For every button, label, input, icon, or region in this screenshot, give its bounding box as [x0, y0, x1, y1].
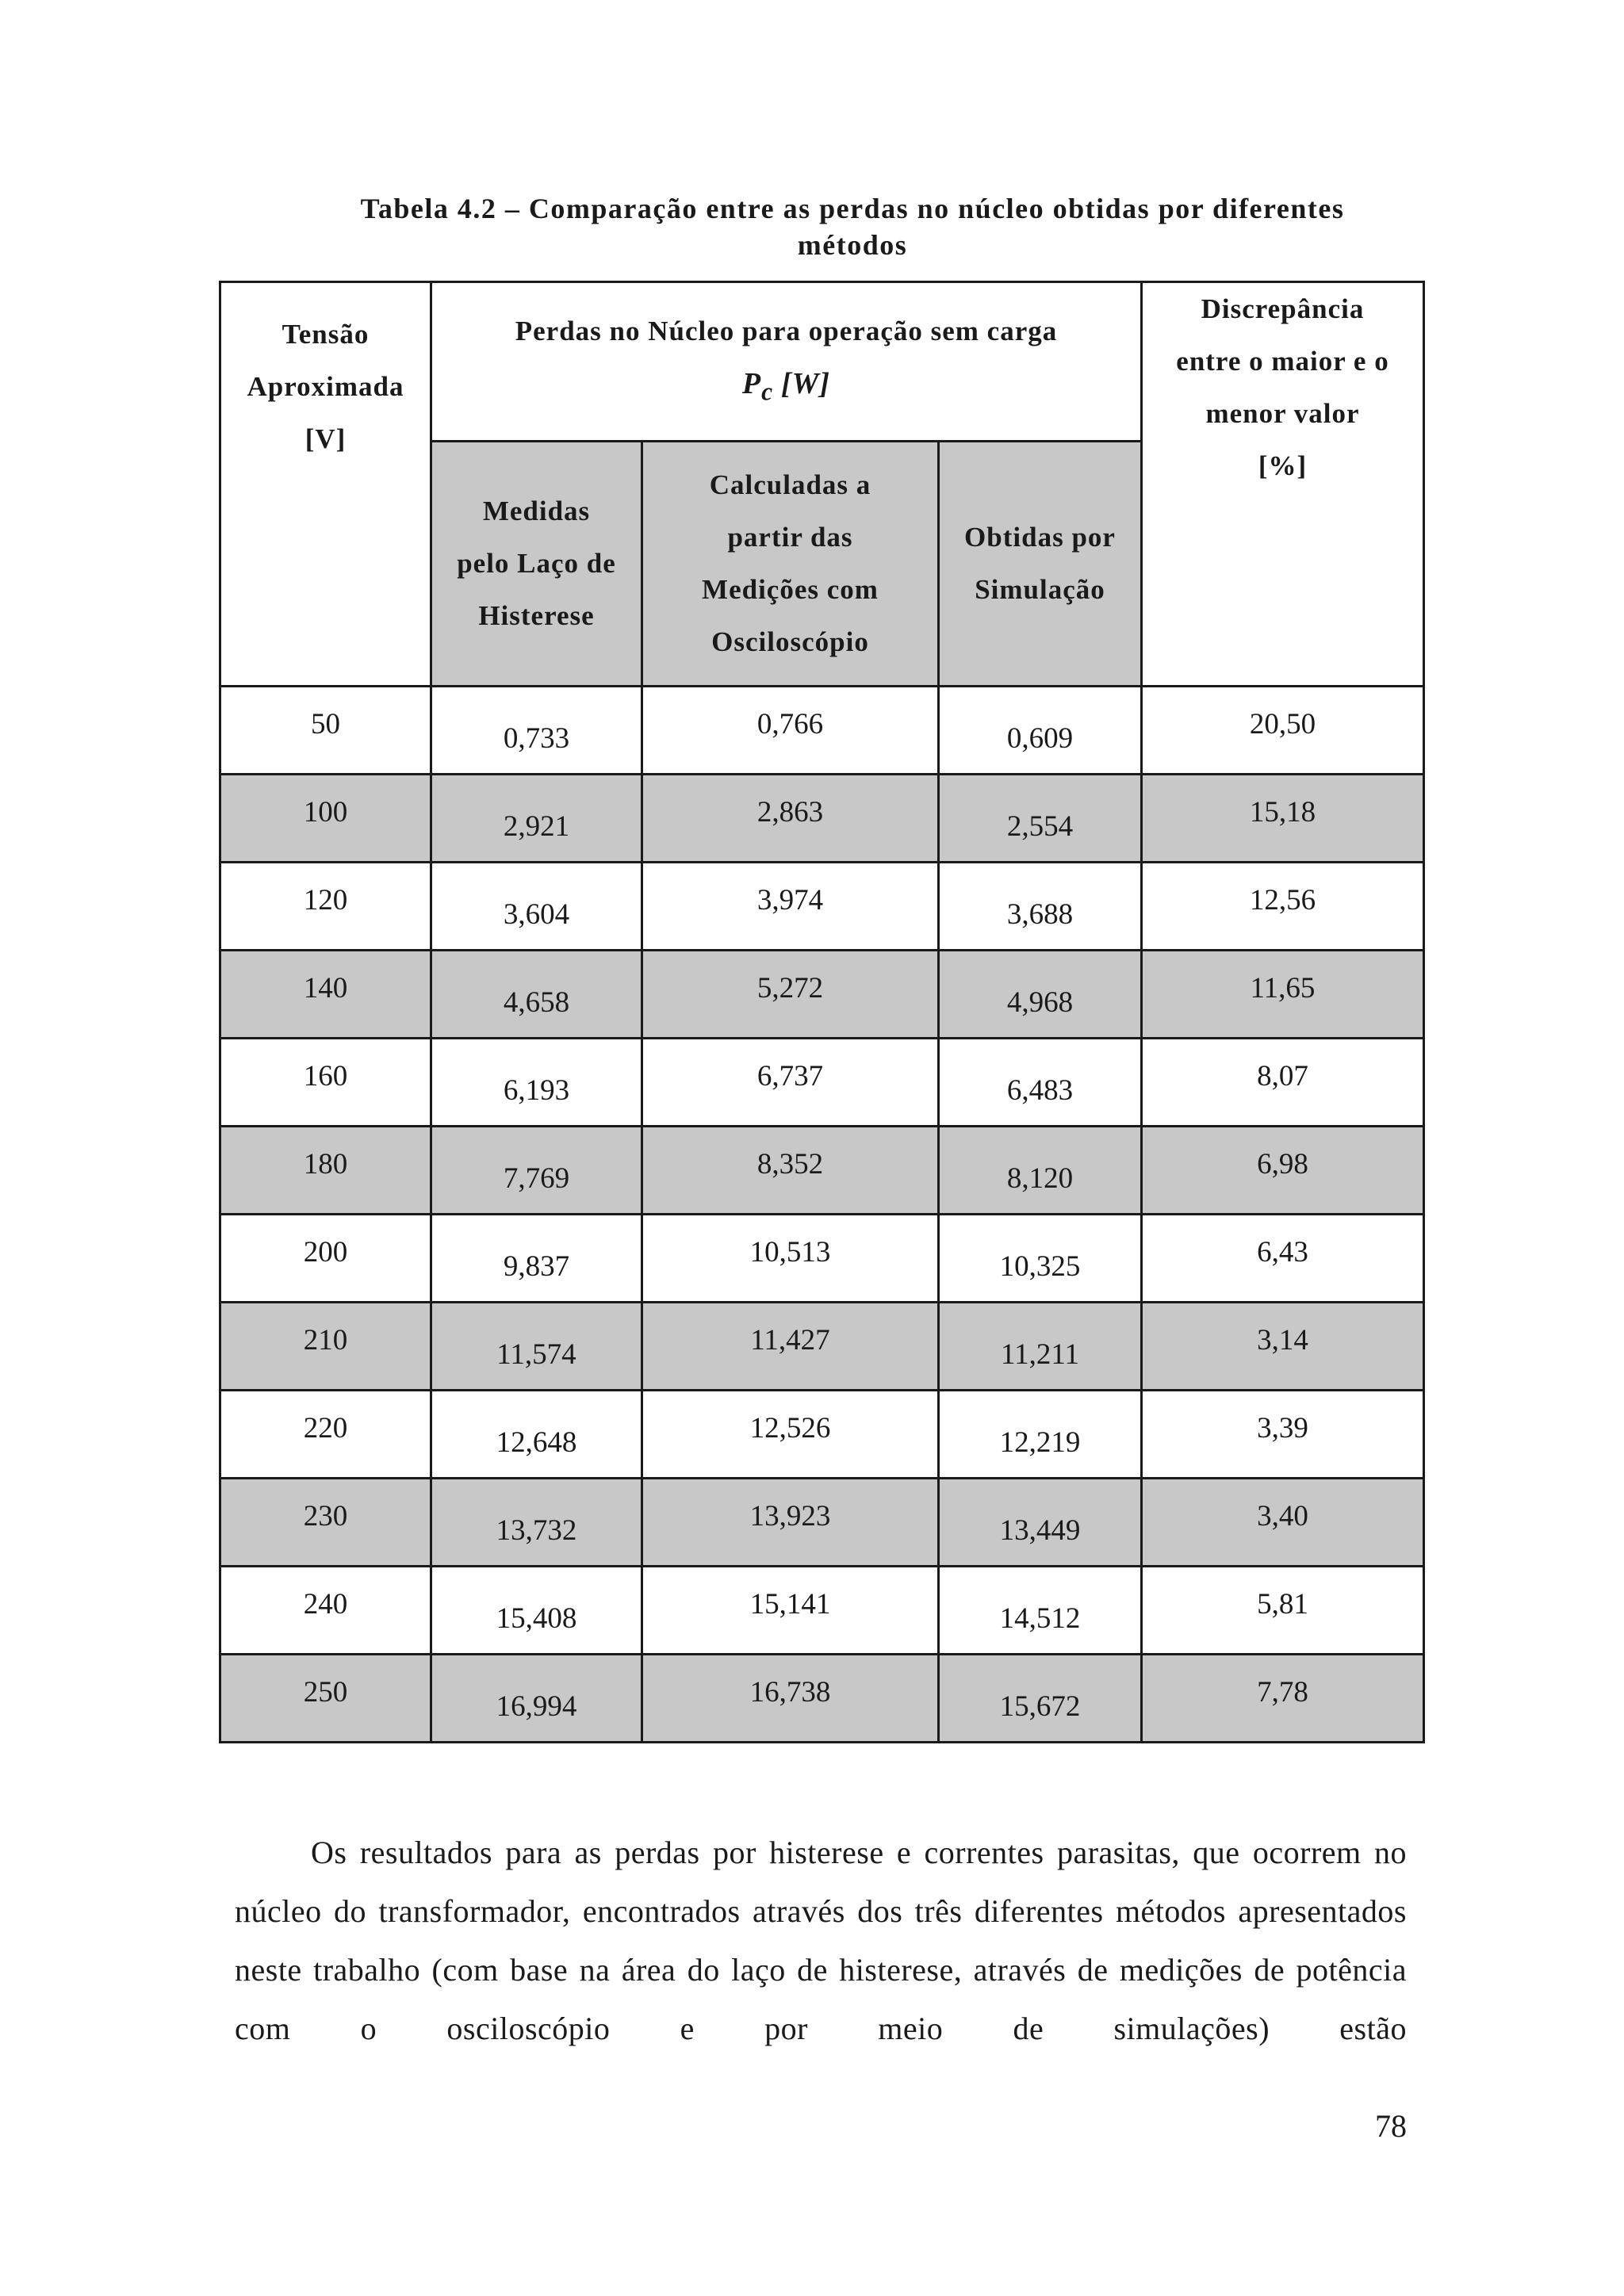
table-cell: [939, 1303, 1142, 1391]
table-cell: [939, 775, 1142, 863]
header-line: Osciloscópio: [711, 626, 869, 657]
table-cell-value: 0,609: [1006, 721, 1074, 755]
table-cell: [642, 687, 939, 775]
table-cell-value: 200: [303, 1235, 348, 1269]
table-cell-value: 12,56: [1249, 883, 1316, 916]
table-cell: [1142, 1567, 1424, 1655]
header-voltage-line: Tensão: [282, 319, 370, 350]
table-row: [220, 1391, 1424, 1479]
table-cell-value: 15,141: [749, 1587, 831, 1621]
table-cell-value: 15,672: [999, 1689, 1081, 1723]
table-cell-value: 3,974: [756, 883, 824, 916]
table-row: [220, 1655, 1424, 1743]
table-cell: [1142, 1215, 1424, 1303]
header-discrepancy-line: menor valor: [1205, 398, 1360, 429]
table-cell-value: 9,837: [503, 1249, 570, 1283]
table-cell: [1142, 775, 1424, 863]
table-body: [220, 687, 1424, 1743]
table-cell: [220, 1655, 431, 1743]
table-cell: [939, 1567, 1142, 1655]
table-cell-value: 10,513: [749, 1235, 831, 1269]
table-cell: [939, 1655, 1142, 1743]
table-cell: [1142, 1303, 1424, 1391]
table-cell: [939, 1479, 1142, 1567]
header-core-losses: [431, 282, 1142, 442]
table-cell: [431, 951, 642, 1039]
table-cell: [1142, 1479, 1424, 1567]
table-cell-value: 6,193: [503, 1073, 570, 1107]
table-cell: [431, 1303, 642, 1391]
table-cell: [1142, 863, 1424, 951]
table-cell-value: 6,483: [1006, 1073, 1074, 1107]
header-voltage-line: Aproximada: [247, 371, 404, 402]
table-cell-value: 7,78: [1257, 1675, 1308, 1709]
table-caption: [301, 190, 1404, 263]
table-cell-value: 8,352: [756, 1147, 824, 1181]
table-cell-value: 10,325: [999, 1249, 1081, 1283]
table-cell-value: 4,658: [503, 985, 570, 1019]
table-cell-value: 11,211: [1000, 1337, 1079, 1371]
table-cell-value: 16,738: [749, 1675, 831, 1709]
table-cell-value: 6,98: [1257, 1147, 1308, 1181]
table-cell-value: 11,427: [750, 1323, 830, 1357]
table-row: [220, 1215, 1424, 1303]
header-measured-hysteresis: [431, 442, 642, 687]
table-cell-value: 12,648: [496, 1425, 577, 1459]
table-cell: [220, 863, 431, 951]
table-cell-value: 3,39: [1257, 1411, 1308, 1445]
table-cell-value: 11,65: [1250, 971, 1316, 1004]
table-row: [220, 775, 1424, 863]
table-cell: [642, 1655, 939, 1743]
table-cell: [431, 687, 642, 775]
header-line: Obtidas por: [964, 522, 1116, 553]
table-row: [220, 1479, 1424, 1567]
table-cell: [220, 775, 431, 863]
table-cell-value: 0,733: [503, 721, 570, 755]
table-row: [220, 1567, 1424, 1655]
table-cell-value: 210: [303, 1323, 348, 1357]
table-cell: [939, 951, 1142, 1039]
table-cell: [220, 1567, 431, 1655]
table-cell-value: 5,81: [1257, 1587, 1308, 1621]
table-cell: [431, 1039, 642, 1127]
table-cell: [1142, 687, 1424, 775]
table-cell: [431, 1479, 642, 1567]
table-cell-value: 2,554: [1006, 809, 1074, 843]
table-cell-value: 20,50: [1249, 707, 1316, 740]
table-cell-value: 16,994: [496, 1689, 577, 1723]
table-cell-value: 3,40: [1257, 1499, 1308, 1533]
header-line: pelo Laço de: [457, 548, 616, 579]
table-cell-value: 4,968: [1006, 985, 1074, 1019]
table-cell: [1142, 1655, 1424, 1743]
table-cell-value: 15,408: [496, 1601, 577, 1635]
table-cell: [431, 775, 642, 863]
table-cell: [939, 687, 1142, 775]
table-cell-value: 12,526: [749, 1411, 831, 1445]
table-cell-value: 250: [303, 1675, 348, 1709]
table-cell-value: 6,43: [1257, 1235, 1308, 1269]
table-cell: [220, 1127, 431, 1215]
table-cell: [642, 863, 939, 951]
table-cell: [220, 1479, 431, 1567]
table-cell-value: 15,18: [1249, 795, 1316, 828]
header-discrepancy: [1142, 282, 1424, 687]
header-discrepancy-line: Discrepância: [1201, 293, 1365, 324]
table-cell: [642, 1567, 939, 1655]
symbol-unit: [W]: [780, 366, 831, 400]
table-cell: [431, 1655, 642, 1743]
table-cell-value: 2,863: [756, 795, 824, 828]
header-line: Simulação: [975, 574, 1105, 605]
table-cell-value: 13,449: [999, 1513, 1081, 1547]
header-core-losses-symbol: [432, 358, 1140, 419]
table-cell: [1142, 1039, 1424, 1127]
header-calculated-oscilloscope: [642, 442, 939, 687]
table-cell: [431, 1215, 642, 1303]
header-discrepancy-line: entre o maior e o: [1176, 346, 1389, 377]
table-cell: [1142, 1391, 1424, 1479]
table-cell-value: 240: [303, 1587, 348, 1621]
table-row: [220, 1039, 1424, 1127]
table-cell: [642, 1215, 939, 1303]
header-line: Medidas: [482, 496, 591, 526]
table-cell: [1142, 1127, 1424, 1215]
table-cell: [220, 1391, 431, 1479]
table-cell: [642, 775, 939, 863]
symbol-c: c: [761, 377, 774, 406]
header-line: Medições com: [702, 574, 879, 605]
table-cell-value: 3,604: [503, 897, 570, 931]
table-row: [220, 1303, 1424, 1391]
table-cell: [939, 1039, 1142, 1127]
table-row: [220, 951, 1424, 1039]
table-cell: [220, 687, 431, 775]
table-cell-value: 180: [303, 1147, 348, 1181]
table-cell-value: 160: [303, 1059, 348, 1093]
header-voltage: [220, 282, 431, 687]
table-cell: [642, 1127, 939, 1215]
table-cell: [939, 863, 1142, 951]
caption-line-2: métodos: [797, 229, 908, 261]
body-paragraph: [235, 1823, 1407, 2058]
table-cell-value: 220: [303, 1411, 348, 1445]
table-cell: [220, 1303, 431, 1391]
page-number: 78: [1375, 2108, 1407, 2144]
body-paragraph-text: Os resultados para as perdas por histerese e correntes parasitas, que ocorrem no núcleo do transformador, encontrados através dos três diferentes métodos apresentados neste trabalho (com base na área do laço de histerese, através de medições de potência com o osciloscópio e por meio de simulações) estão: [235, 1835, 1407, 2046]
header-voltage-line: [V]: [304, 423, 347, 454]
table-cell: [1142, 951, 1424, 1039]
table-cell: [431, 863, 642, 951]
table-cell-value: 100: [303, 795, 348, 828]
header-discrepancy-line: [%]: [1258, 450, 1308, 481]
header-simulation: [939, 442, 1142, 687]
caption-line-1: Tabela 4.2 – Comparação entre as perdas no núcleo obtidas por diferentes: [360, 193, 1345, 224]
table-cell-value: 230: [303, 1499, 348, 1533]
table-cell-value: 140: [303, 971, 348, 1004]
table-cell: [939, 1215, 1142, 1303]
header-line: Calculadas a: [709, 469, 871, 500]
table-cell: [939, 1391, 1142, 1479]
table-cell-value: 13,923: [749, 1499, 831, 1533]
table-cell: [642, 1303, 939, 1391]
header-line: partir das: [727, 522, 853, 553]
table-cell: [220, 951, 431, 1039]
comparison-table: [219, 281, 1425, 1743]
table-cell-value: 120: [303, 883, 348, 916]
table-cell-value: 5,272: [756, 971, 824, 1004]
table-cell: [431, 1391, 642, 1479]
table-cell-value: 50: [311, 707, 340, 740]
table-cell: [642, 1479, 939, 1567]
table-cell: [431, 1127, 642, 1215]
table-cell-value: 7,769: [503, 1161, 570, 1195]
table-row: [220, 687, 1424, 775]
table-cell-value: 12,219: [999, 1425, 1081, 1459]
table-cell-value: 11,574: [496, 1337, 576, 1371]
table-cell: [939, 1127, 1142, 1215]
table-cell: [220, 1215, 431, 1303]
table-cell: [642, 1039, 939, 1127]
header-core-losses-title: Perdas no Núcleo para operação sem carga: [515, 315, 1058, 346]
header-line: Histerese: [478, 600, 595, 631]
table-cell-value: 8,120: [1006, 1161, 1074, 1195]
table-cell-value: 2,921: [503, 809, 570, 843]
table-row: [220, 1127, 1424, 1215]
table-cell-value: 6,737: [756, 1059, 824, 1093]
table-cell-value: 3,688: [1006, 897, 1074, 931]
table-cell: [431, 1567, 642, 1655]
table-cell: [642, 1391, 939, 1479]
table-cell-value: 0,766: [756, 707, 824, 740]
table-cell-value: 13,732: [496, 1513, 577, 1547]
table-cell-value: 14,512: [999, 1601, 1081, 1635]
table-cell: [642, 951, 939, 1039]
table-row: [220, 863, 1424, 951]
table-cell-value: 8,07: [1257, 1059, 1308, 1093]
table-cell: [220, 1039, 431, 1127]
symbol-p: P: [741, 366, 762, 400]
table-cell-value: 3,14: [1257, 1323, 1308, 1357]
